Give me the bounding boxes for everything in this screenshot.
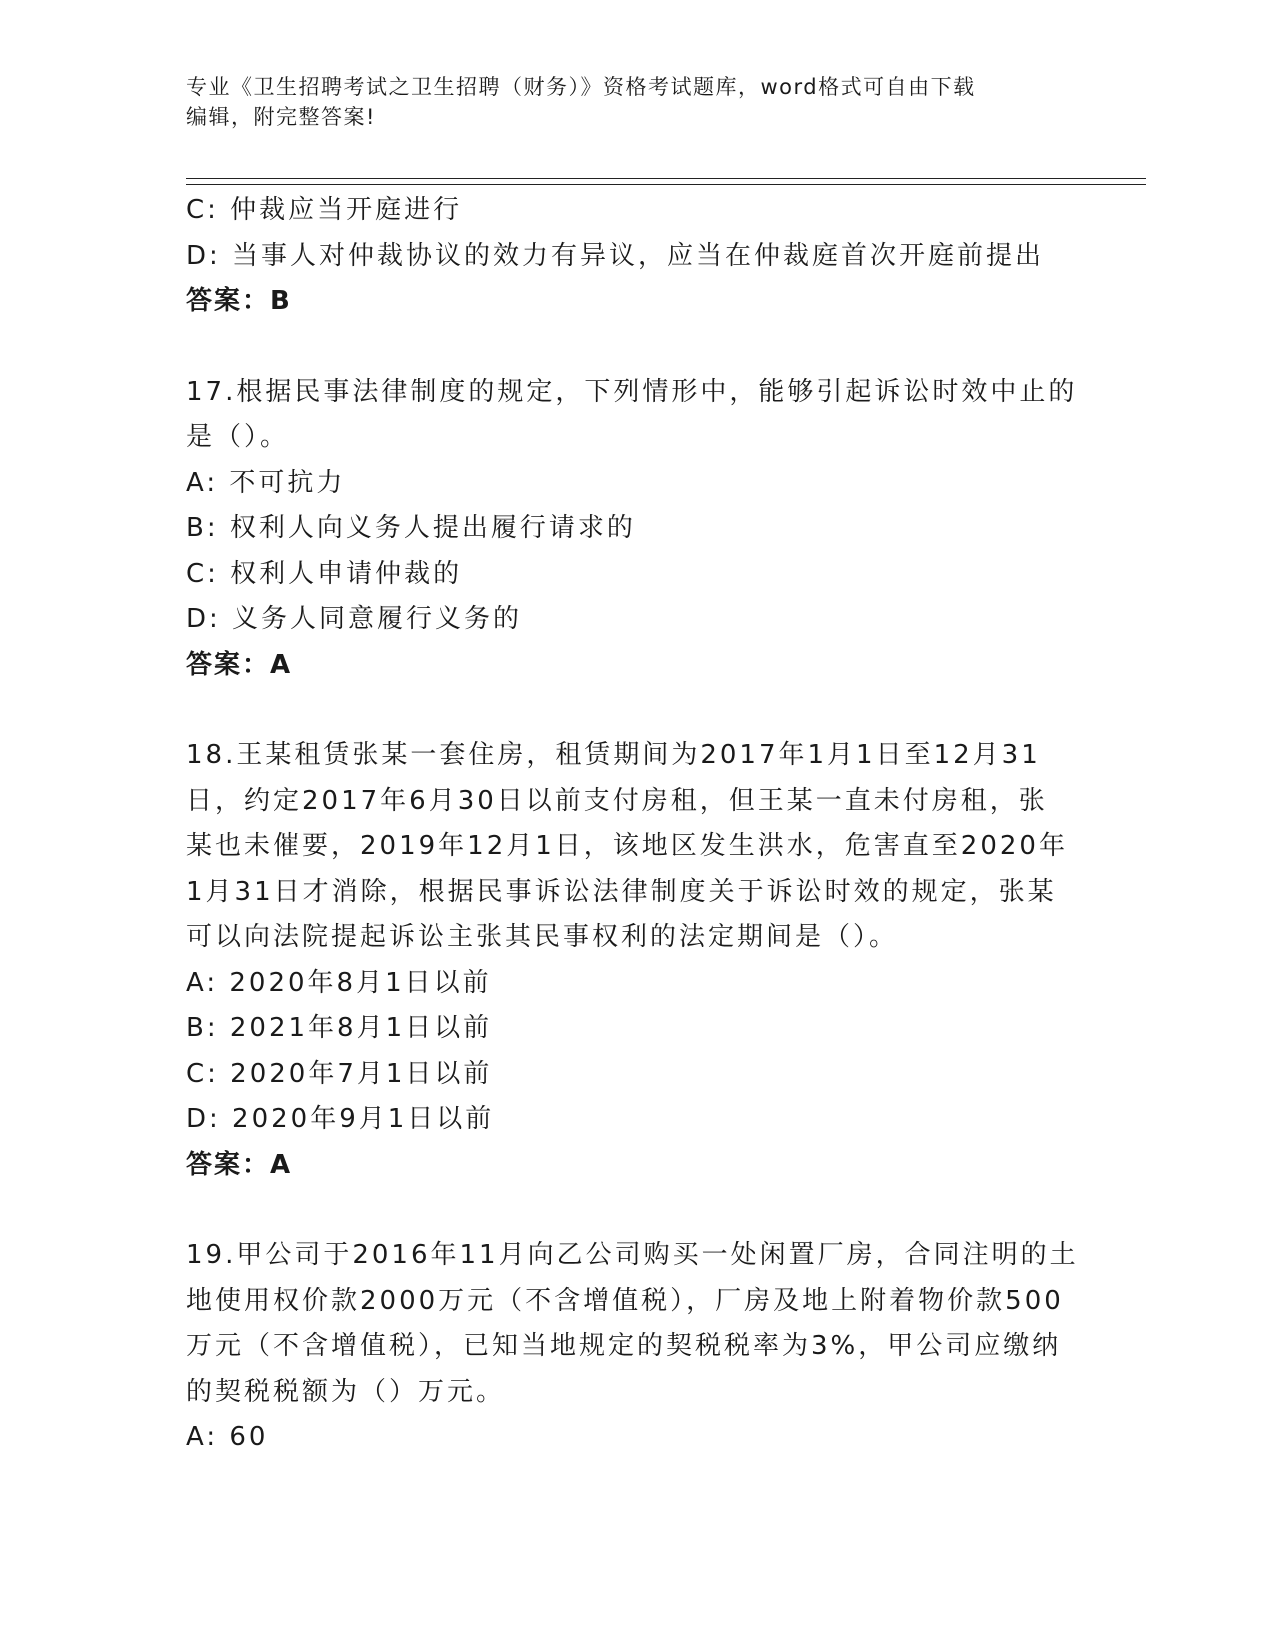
q18-stem-line: 某也未催要，2019年12月1日，该地区发生洪水，危害直至2020年: [186, 831, 1068, 861]
q17-answer: 答案：A: [186, 649, 293, 680]
spacer: [186, 325, 1076, 370]
q16-option-c: C: 仲裁应当开庭进行: [186, 195, 463, 225]
q18-option-c: C: 2020年7月1日以前: [186, 1058, 493, 1089]
question-19: [186, 1233, 1079, 1461]
q18-option-d: D: 2020年9月1日以前: [186, 1104, 495, 1134]
header-divider-bottom: [186, 184, 1146, 185]
q18-option-a: A: 2020年8月1日以前: [186, 967, 492, 998]
q18-option-b: B: 2021年8月1日以前: [186, 1013, 493, 1043]
q17-stem-line: 是（）。: [186, 422, 290, 452]
q16-option-d: D: 当事人对仲裁协议的效力有异议，应当在仲裁庭首次开庭前提出: [186, 240, 1045, 271]
q17-stem-line: 17.根据民事法律制度的规定，下列情形中，能够引起诉讼时效中止的: [186, 376, 1078, 407]
spacer: [186, 1188, 1076, 1233]
q19-stem-line: 地使用权价款2000万元（不含增值税），厂房及地上附着物价款500: [186, 1285, 1064, 1316]
q18-stem-line: 18.王某租赁张某一套住房，租赁期间为2017年1月1日至12月31: [186, 740, 1041, 770]
question-18: [186, 733, 1076, 1188]
q18-answer: 答案：A: [186, 1149, 293, 1180]
q18-stem-line: 1月31日才消除，根据民事诉讼法律制度关于诉讼时效的规定，张某: [186, 876, 1057, 907]
q17-option-d: D: 义务人同意履行义务的: [186, 604, 523, 634]
q17-option-b: B: 权利人向义务人提出履行请求的: [186, 513, 636, 543]
q18-stem-line: 日，约定2017年6月30日以前支付房租，但王某一直未付房租，张: [186, 785, 1048, 816]
q17-option-a: A: 不可抗力: [186, 467, 346, 498]
document-header: [186, 72, 1086, 132]
q19-stem-line: 的契税税额为（）万元。: [186, 1376, 506, 1407]
q19-stem-line: 万元（不含增值税），已知当地规定的契税税率为3%，甲公司应缴纳: [186, 1331, 1062, 1361]
q19-stem-line: 19.甲公司于2016年11月向乙公司购买一处闲置厂房，合同注明的土: [186, 1240, 1079, 1270]
q19-option-a: A: 60: [186, 1422, 269, 1452]
header-divider-top: [186, 178, 1146, 179]
spacer: [186, 688, 1076, 733]
question-17: [186, 370, 1076, 689]
q18-stem-line: 可以向法院提起诉讼主张其民事权利的法定期间是（）。: [186, 922, 899, 952]
header-line-1: 专业《卫生招聘考试之卫生招聘（财务）》资格考试题库，word格式可自由下载: [186, 75, 976, 99]
question-16-tail: [186, 188, 1076, 325]
document-body: [186, 188, 1079, 1461]
q17-option-c: C: 权利人申请仲裁的: [186, 558, 463, 589]
q16-answer: 答案：B: [186, 286, 292, 316]
header-line-2: 编辑，附完整答案!: [186, 105, 376, 129]
